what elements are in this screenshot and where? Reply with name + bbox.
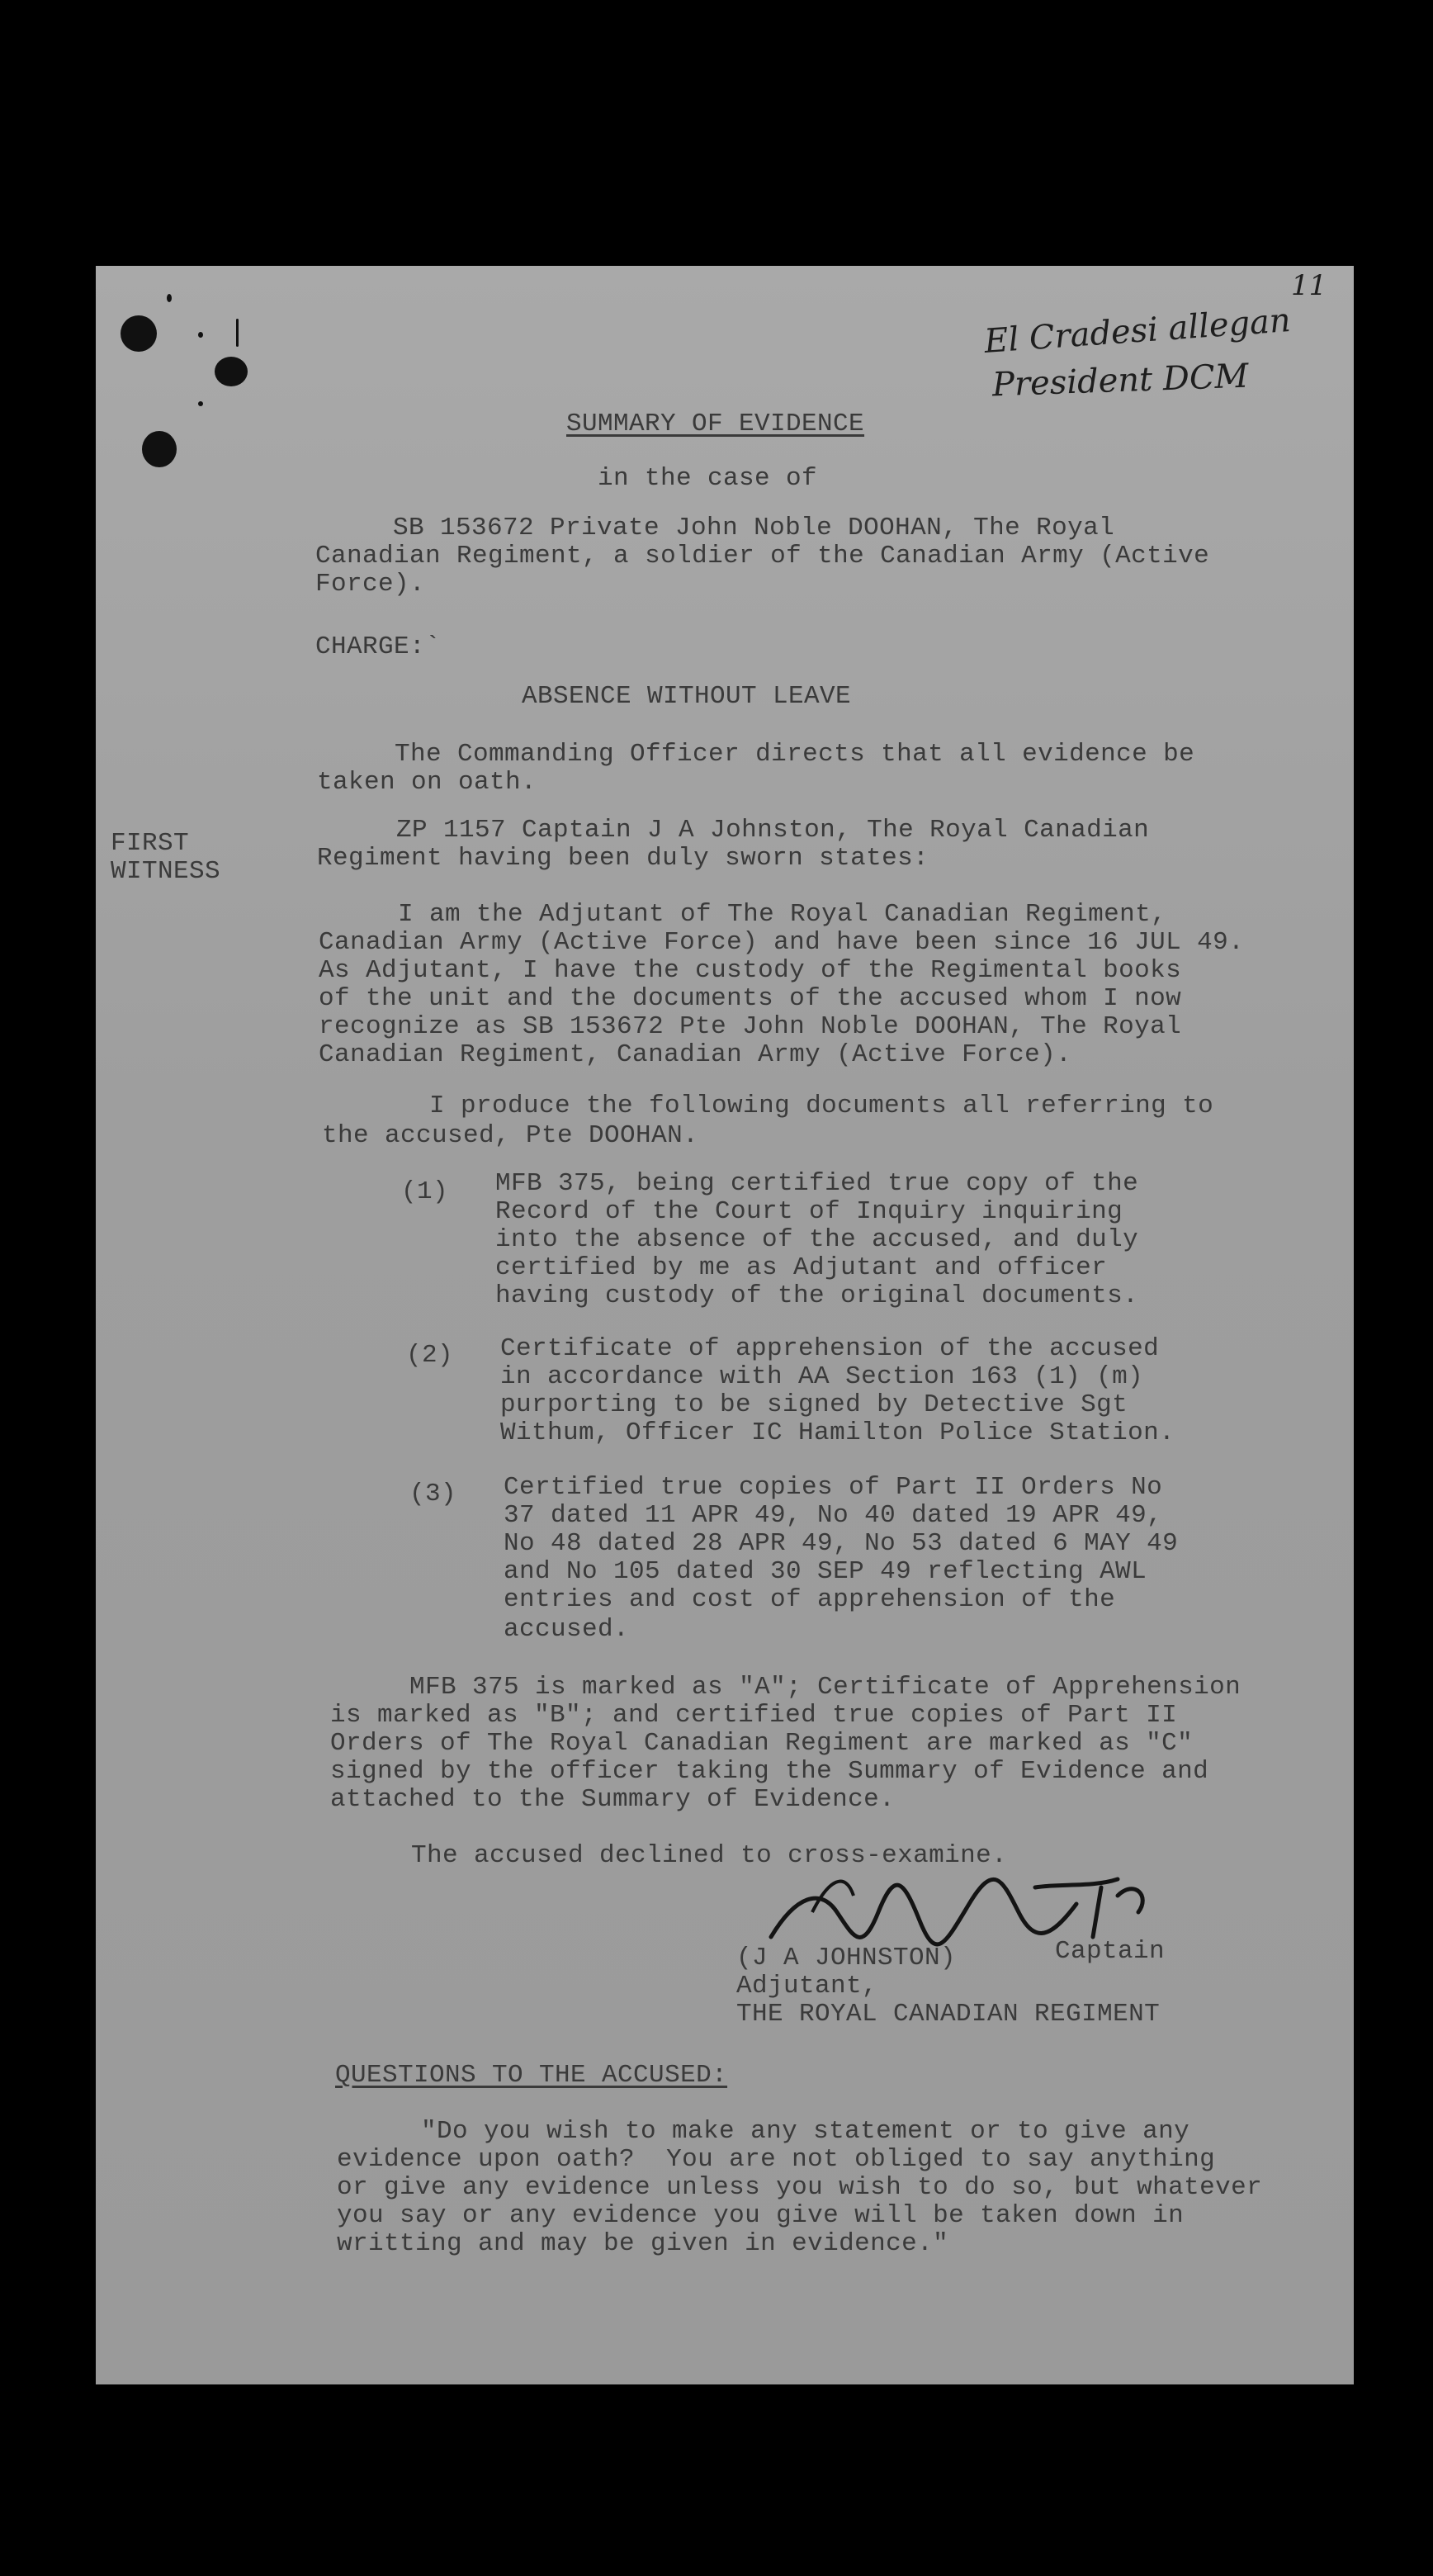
- document-line: certified by me as Adjutant and officer: [495, 1253, 1108, 1282]
- questions-heading: QUESTIONS TO THE ACCUSED:: [335, 2061, 728, 2090]
- marked-line: signed by the officer taking the Summary of Evidence and: [330, 1757, 1209, 1786]
- document-number: (3): [409, 1480, 457, 1508]
- charge-label: CHARGE:`: [315, 632, 442, 661]
- adjutant-line: recognize as SB 153672 Pte John Noble DOOHAN, The Royal: [319, 1012, 1182, 1041]
- adjutant-line: As Adjutant, I have the custody of the Regimental books: [319, 956, 1182, 985]
- question-line: you say or any evidence you give will be taken down in: [337, 2201, 1185, 2230]
- marked-line: attached to the Summary of Evidence.: [330, 1785, 896, 1814]
- document-number: (1): [401, 1177, 449, 1206]
- witness-line: ZP 1157 Captain J A Johnston, The Royal Canadian: [396, 816, 1150, 845]
- ink-blot: [167, 294, 172, 302]
- president-note-line1: El Cradesi allegan: [982, 301, 1293, 361]
- document-line: MFB 375, being certified true copy of the: [495, 1169, 1139, 1198]
- ink-blot: [142, 431, 177, 467]
- accused-line: Canadian Regiment, a soldier of the Canadian Army (Active: [315, 542, 1210, 571]
- accused-line: SB 153672 Private John Noble DOOHAN, The Royal: [393, 514, 1115, 542]
- oath-line: taken on oath.: [317, 768, 537, 797]
- document-line: Record of the Court of Inquiry inquiring: [495, 1197, 1123, 1226]
- ink-blot: [198, 401, 203, 406]
- oath-line: The Commanding Officer directs that all evidence be: [395, 740, 1195, 769]
- document-line: Certified true copies of Part II Orders No: [504, 1473, 1163, 1502]
- accused-line: Force).: [315, 570, 426, 599]
- ink-blot: [198, 332, 203, 338]
- president-note-line2: President DCM: [991, 357, 1250, 405]
- document-line: purporting to be signed by Detective Sgt: [500, 1390, 1128, 1419]
- document-line: and No 105 dated 30 SEP 49 reflecting AWL: [504, 1557, 1147, 1586]
- adjutant-line: of the unit and the documents of the accused whom I now: [319, 984, 1182, 1013]
- marked-line: MFB 375 is marked as "A"; Certificate of Apprehension: [409, 1673, 1241, 1702]
- produce-line: I produce the following documents all referring to: [429, 1091, 1214, 1120]
- signatory-unit: THE ROYAL CANADIAN REGIMENT: [736, 2000, 1161, 2029]
- margin-label: FIRST: [111, 829, 190, 858]
- ink-blot: [215, 357, 248, 386]
- page-number-mark: 11: [1291, 269, 1327, 302]
- produce-line: the accused, Pte DOOHAN.: [322, 1121, 699, 1150]
- document-line: No 48 dated 28 APR 49, No 53 dated 6 MAY 49: [504, 1529, 1179, 1558]
- document-line: having custody of the original documents.: [495, 1281, 1139, 1310]
- question-line: or give any evidence unless you wish to do so, but whatever: [337, 2173, 1263, 2202]
- adjutant-line: Canadian Army (Active Force) and have been since 16 JUL 49.: [319, 928, 1245, 957]
- declined-line: The accused declined to cross-examine.: [411, 1841, 1008, 1870]
- document-page: [96, 266, 1354, 2384]
- question-line: evidence upon oath? You are not obliged to say anything: [337, 2145, 1216, 2174]
- margin-label: WITNESS: [111, 857, 221, 886]
- adjutant-line: Canadian Regiment, Canadian Army (Active Force).: [319, 1040, 1072, 1069]
- ink-blot: [236, 319, 239, 347]
- document-number: (2): [406, 1341, 454, 1370]
- document-line: Withum, Officer IC Hamilton Police Station.: [500, 1418, 1175, 1447]
- signatory-rank: Captain: [1055, 1937, 1166, 1966]
- signatory-appointment: Adjutant,: [736, 1972, 878, 2001]
- marked-line: Orders of The Royal Canadian Regiment are marked as "C": [330, 1729, 1194, 1758]
- question-line: writting and may be given in evidence.": [337, 2229, 949, 2258]
- adjutant-line: I am the Adjutant of The Royal Canadian Regiment,: [398, 900, 1167, 929]
- marked-line: is marked as "B"; and certified true copies of Part II: [330, 1701, 1178, 1730]
- ink-blot: [121, 315, 157, 352]
- document-line: entries and cost of apprehension of the: [504, 1585, 1116, 1614]
- witness-line: Regiment having been duly sworn states:: [317, 844, 929, 873]
- document-line: into the absence of the accused, and duly: [495, 1225, 1139, 1254]
- document-line: in accordance with AA Section 163 (1) (m): [500, 1362, 1144, 1391]
- document-line: Certificate of apprehension of the accused: [500, 1334, 1160, 1363]
- charge-text: ABSENCE WITHOUT LEAVE: [522, 682, 852, 711]
- document-title: SUMMARY OF EVIDENCE: [566, 410, 865, 438]
- document-subtitle: in the case of: [598, 464, 818, 493]
- signatory-name: (J A JOHNSTON): [736, 1944, 957, 1972]
- document-line: 37 dated 11 APR 49, No 40 dated 19 APR 49,: [504, 1501, 1163, 1530]
- document-line: accused.: [504, 1615, 630, 1644]
- question-line: "Do you wish to make any statement or to give any: [421, 2117, 1190, 2146]
